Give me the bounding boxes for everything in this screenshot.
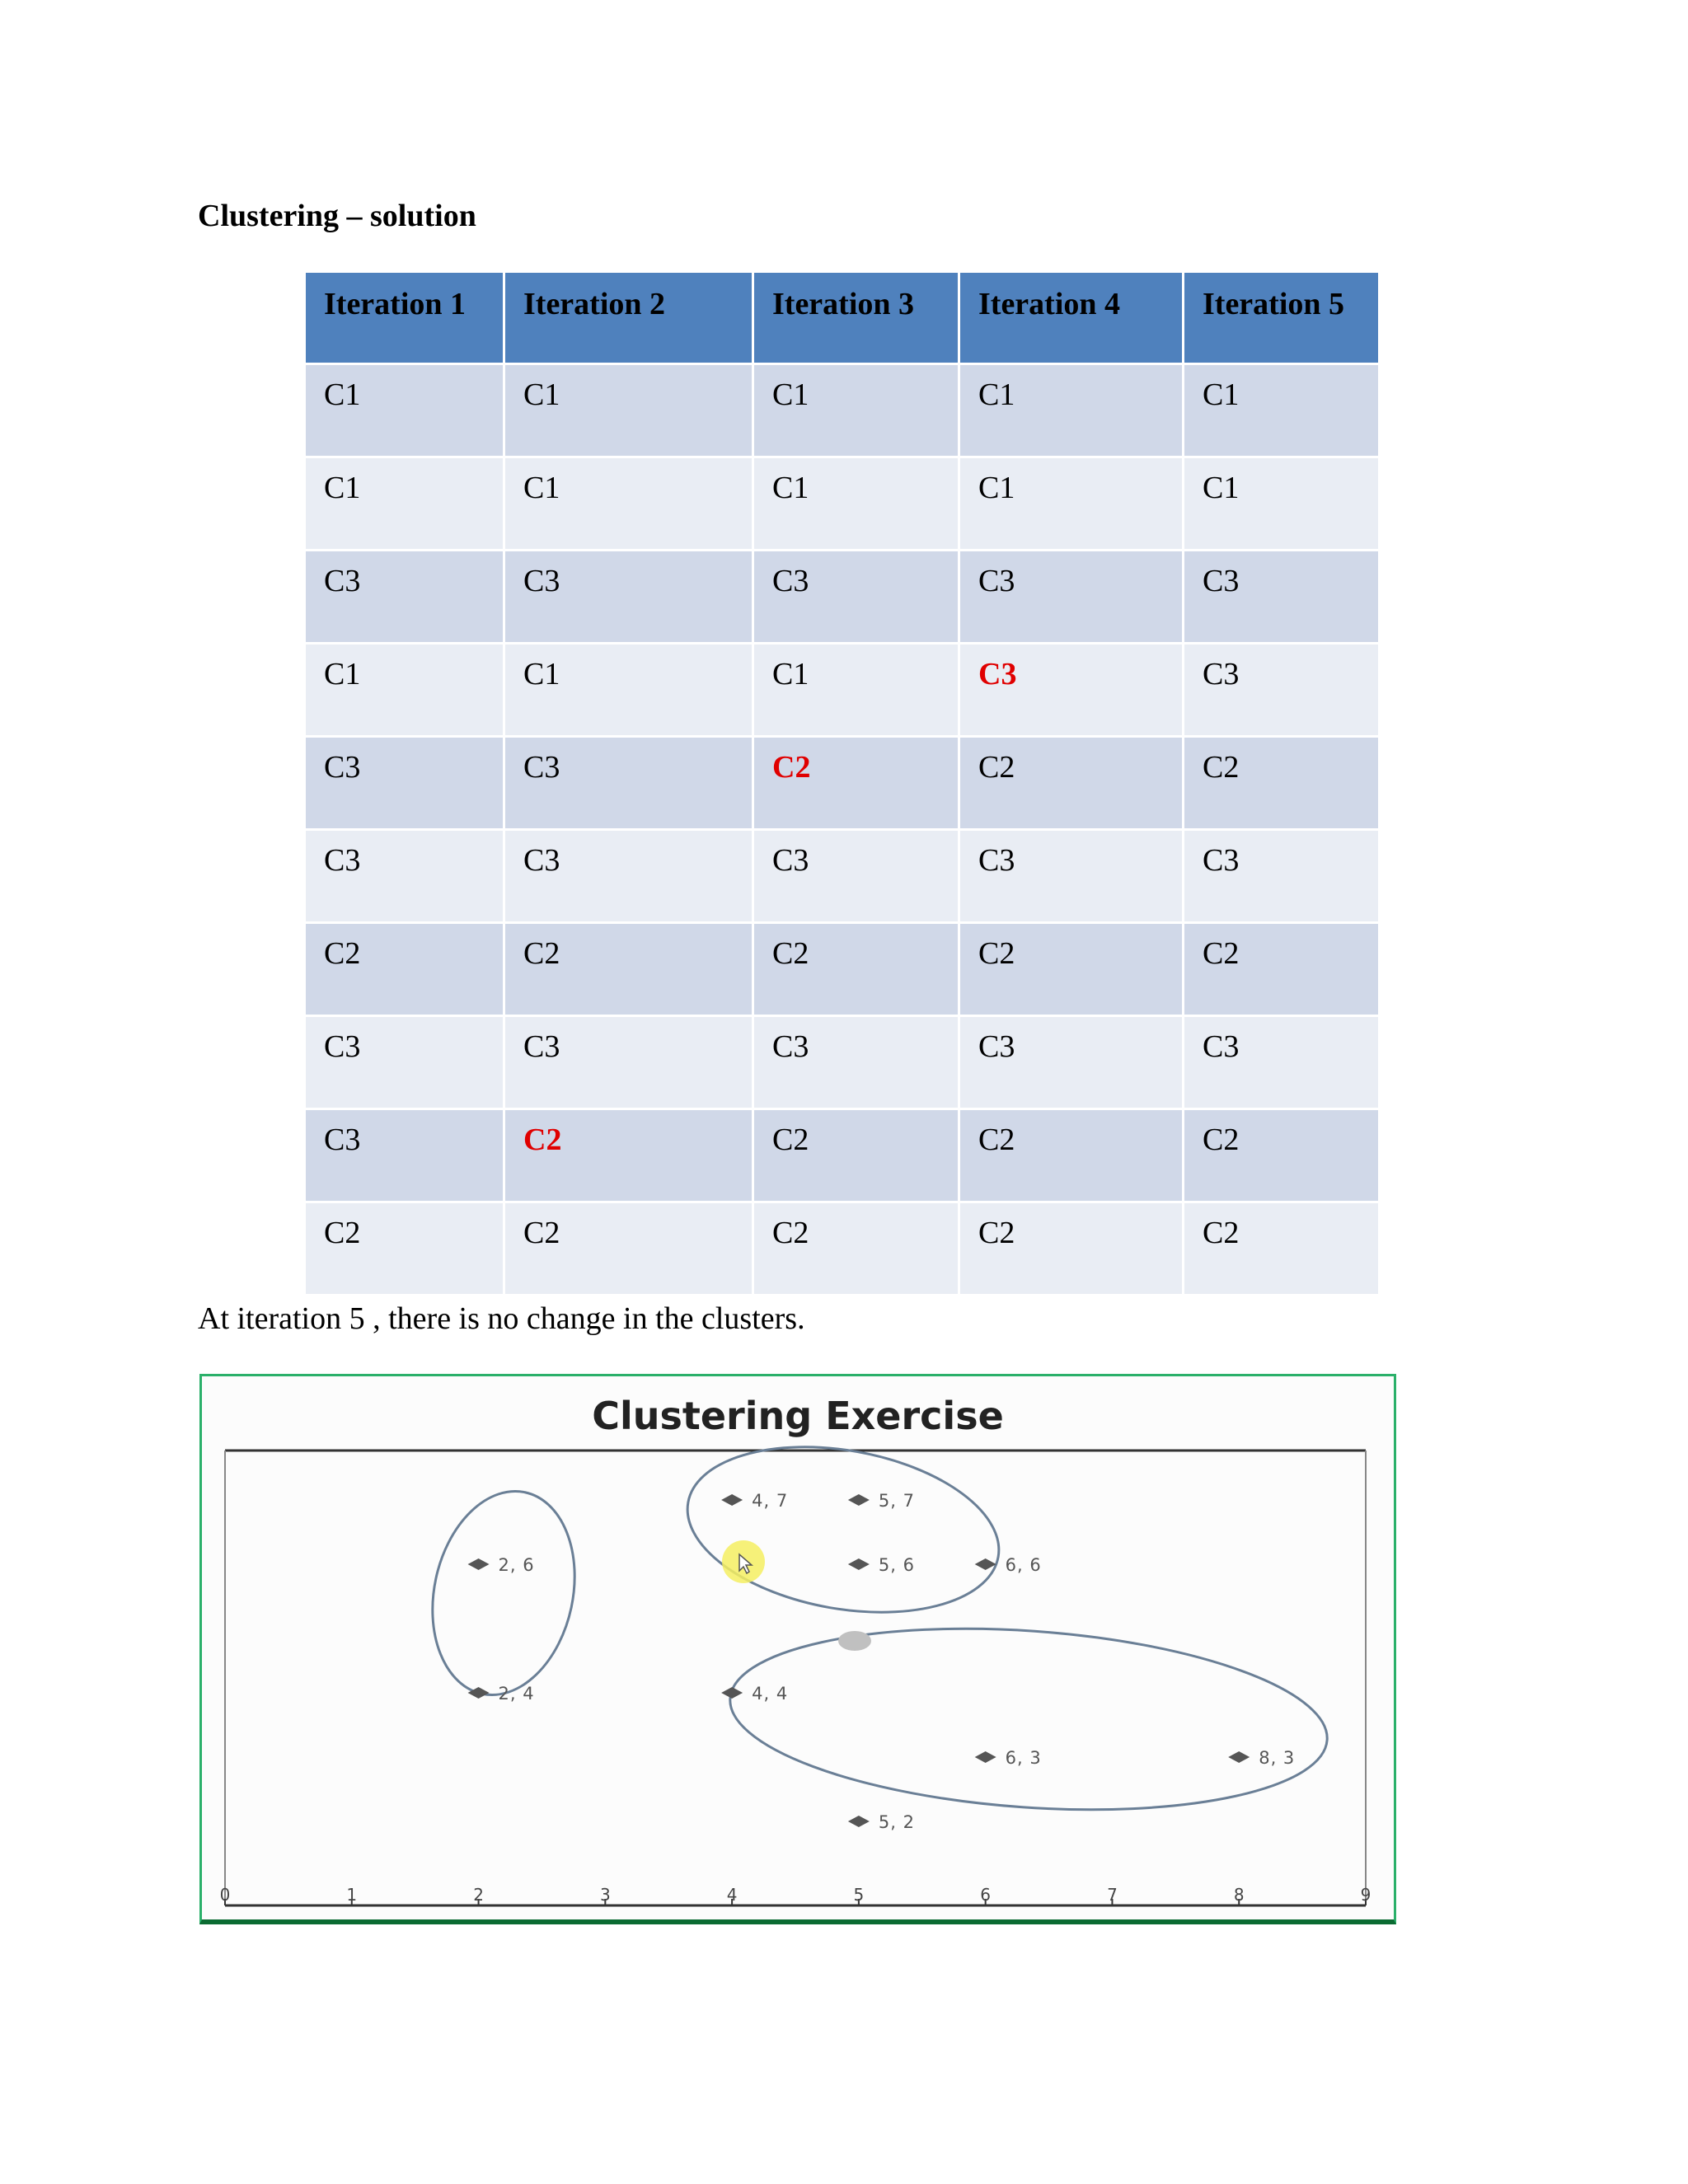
table-cell: C1 [959, 457, 1184, 551]
table-cell: C2 [753, 737, 959, 830]
data-point-label: 6, 3 [1005, 1748, 1042, 1768]
table-cell: C3 [753, 551, 959, 644]
x-tick-label: 4 [726, 1885, 738, 1905]
table-cell: C3 [504, 551, 753, 644]
table-row [305, 1202, 1380, 1296]
data-point-label: 5, 7 [878, 1491, 915, 1511]
table-row [305, 923, 1380, 1016]
data-point-marker [1228, 1751, 1250, 1763]
table-cell: C3 [959, 644, 1184, 737]
column-header-iteration-1: Iteration 1 [305, 272, 504, 364]
table-cell: C3 [959, 1016, 1184, 1109]
table-cell: C2 [753, 1202, 959, 1296]
table-cell: C1 [753, 644, 959, 737]
data-point-marker [848, 1816, 870, 1827]
data-point-label: 2, 4 [498, 1684, 535, 1704]
table-cell: C2 [1184, 923, 1380, 1016]
table-cell: C1 [504, 644, 753, 737]
x-tick-label: 5 [853, 1885, 865, 1905]
clustering-scatter-chart [202, 1376, 1394, 1919]
table-cell: C2 [1184, 737, 1380, 830]
table-cell: C2 [959, 923, 1184, 1016]
table-row [305, 457, 1380, 551]
x-tick-label: 7 [1107, 1885, 1118, 1905]
table-body [305, 364, 1380, 1296]
table-cell: C3 [305, 551, 504, 644]
cluster-ellipses [415, 1424, 1334, 1828]
table-cell: C1 [504, 364, 753, 457]
table-cell: C2 [305, 923, 504, 1016]
table-cell: C2 [504, 923, 753, 1016]
x-tick-label: 3 [599, 1885, 611, 1905]
table-row [305, 1109, 1380, 1202]
table-row [305, 737, 1380, 830]
data-point-label: 6, 6 [1005, 1555, 1042, 1575]
table-cell: C2 [753, 1109, 959, 1202]
table-cell: C1 [753, 457, 959, 551]
data-point-label: 8, 3 [1259, 1748, 1296, 1768]
data-points [468, 1491, 1296, 1832]
data-point-marker [848, 1558, 870, 1570]
table-cell: C1 [504, 457, 753, 551]
table-row [305, 551, 1380, 644]
table-cell: C1 [1184, 457, 1380, 551]
data-point-label: 2, 6 [498, 1555, 535, 1575]
table-cell: C3 [959, 551, 1184, 644]
data-point-marker [468, 1558, 490, 1570]
data-point-label: 4, 7 [752, 1491, 789, 1511]
page-heading: Clustering – solution [198, 199, 476, 233]
table-cell: C2 [1184, 1202, 1380, 1296]
x-tick-label: 2 [473, 1885, 484, 1905]
column-header-iteration-4: Iteration 4 [959, 272, 1184, 364]
table-cell: C3 [504, 830, 753, 923]
table-row [305, 1016, 1380, 1109]
table-cell: C1 [959, 364, 1184, 457]
data-point-marker [975, 1751, 996, 1763]
x-tick-label: 1 [346, 1885, 358, 1905]
table-header-row [305, 272, 1380, 364]
table-cell: C2 [959, 1109, 1184, 1202]
table-cell: C1 [1184, 364, 1380, 457]
table-cell: C1 [305, 457, 504, 551]
x-tick-label: 6 [980, 1885, 992, 1905]
table-cell: C3 [305, 1109, 504, 1202]
x-tick-label: 9 [1360, 1885, 1372, 1905]
clustering-exercise-figure [199, 1374, 1396, 1924]
table-cell: C2 [959, 1202, 1184, 1296]
data-point-label: 5, 2 [878, 1812, 915, 1832]
table-cell: C2 [504, 1202, 753, 1296]
table-cell: C2 [504, 1109, 753, 1202]
caption-text: At iteration 5 , there is no change in the clusters. [198, 1301, 805, 1336]
column-header-iteration-5: Iteration 5 [1184, 272, 1380, 364]
cluster-left-ellipse [415, 1478, 593, 1708]
column-header-iteration-3: Iteration 3 [753, 272, 959, 364]
cluster-top-ellipse [674, 1424, 1012, 1634]
x-tick-label: 8 [1233, 1885, 1245, 1905]
data-point-marker [848, 1494, 870, 1506]
table-cell: C3 [1184, 644, 1380, 737]
data-point-marker [721, 1687, 743, 1699]
table-cell: C3 [504, 1016, 753, 1109]
table-cell: C3 [504, 737, 753, 830]
table-cell: C2 [1184, 1109, 1380, 1202]
table-cell: C3 [1184, 1016, 1380, 1109]
table-cell: C2 [753, 923, 959, 1016]
table-cell: C1 [753, 364, 959, 457]
table-cell: C3 [1184, 551, 1380, 644]
table-cell: C1 [305, 644, 504, 737]
data-point-label: 5, 6 [878, 1555, 915, 1575]
table-cell: C3 [1184, 830, 1380, 923]
cluster-bottom-ellipse [724, 1610, 1333, 1828]
table-cell: C3 [305, 1016, 504, 1109]
table-row [305, 644, 1380, 737]
table-cell: C2 [959, 737, 1184, 830]
data-point-marker [975, 1558, 996, 1570]
column-header-iteration-2: Iteration 2 [504, 272, 753, 364]
iteration-cluster-table [303, 270, 1381, 1296]
chart-title: Clustering Exercise [592, 1394, 1004, 1438]
cursor-dot-icon [838, 1631, 871, 1651]
table-cell: C3 [305, 830, 504, 923]
table-cell: C2 [305, 1202, 504, 1296]
table-cell: C3 [305, 737, 504, 830]
table-cell: C1 [305, 364, 504, 457]
table-cell: C3 [753, 1016, 959, 1109]
data-point-label: 4, 4 [752, 1684, 789, 1704]
x-tick-label: 0 [219, 1885, 231, 1905]
data-point-marker [721, 1494, 743, 1506]
table-row [305, 830, 1380, 923]
table-cell: C3 [753, 830, 959, 923]
table-cell: C3 [959, 830, 1184, 923]
table-row [305, 364, 1380, 457]
x-axis-ticks [220, 1885, 1372, 1905]
